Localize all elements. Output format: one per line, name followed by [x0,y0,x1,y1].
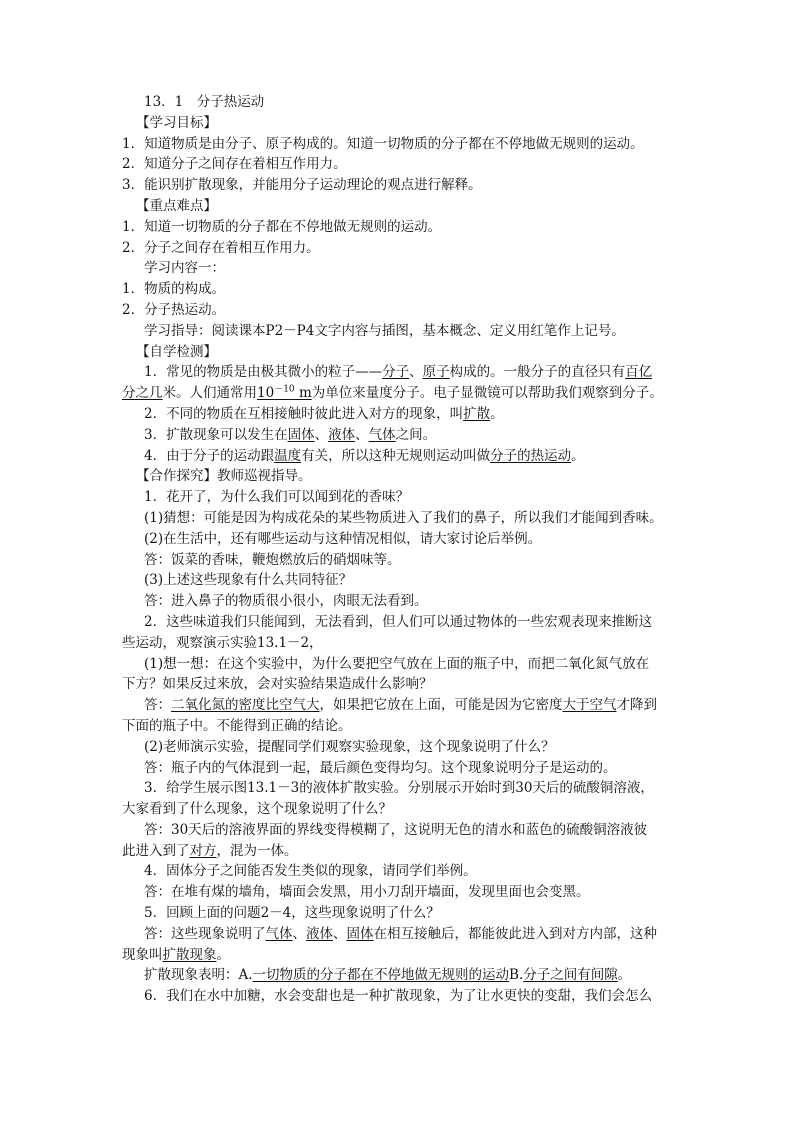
question-2: 2．不同的物质在互相接触时彼此进入对方的现象，叫扩散。 [144,405,504,422]
inquiry-2-line-1: 2．这些味道我们只能闻到，无法看到，但人们可以通过物体的一些宏观表现来推断这 [144,613,653,630]
goal-item: 2．知道分子之间存在着相互作用力。 [122,156,347,173]
inquiry-5-answer-line-1: 答：这些现象说明了气体、液体、固体在相互接触后，都能彼此进入到对方内部，这种 [144,925,657,942]
inquiry-3-line-1: 3．给学生展示图13.1－3的液体扩散实验。分别展示开始时到30天后的硫酸铜溶液， [144,780,654,797]
goal-item: 3．能识别扩散现象，并能用分子运动理论的观点进行解释。 [122,177,482,194]
document-page [122,92,682,1007]
answer-blank: 液体 [306,925,333,942]
inquiry-4-answer: 答：在堆有煤的墙角，墙面会发黑，用小刀刮开墙面，发现里面也会变黑。 [144,884,590,901]
answer-blank: 固体 [287,426,315,443]
inquiry-2-demo-answer: 答：瓶子内的气体混到一起，最后颜色变得均匀。这个现象说明分子是运动的。 [144,759,617,776]
content-heading: 学习内容一： [144,260,225,277]
cooperation-heading: 【合作探究】教师巡视指导。 [136,468,312,485]
inquiry-2-line-2: 些运动，观察演示实验13.1－2， [122,634,323,651]
inquiry-2-think-line-2: 下方？如果反过来放，会对实验结果造成什么影响？ [122,676,433,693]
inquiry-1: 1．花开了，为什么我们可以闻到花的香味？ [144,489,410,506]
diffusion-conclusion: 扩散现象表明：A.一切物质的分子都在不停地做无规则的运动B.分子之间有间隙。 [144,967,632,984]
inquiry-1-feature: (3)上述这些现象有什么共同特征？ [144,572,353,589]
goals-heading: 【学习目标】 [136,114,217,131]
content-item: 2．分子热运动。 [122,301,226,318]
inquiry-3-answer-line-1: 答：30天后的溶液界面的界线变得模糊了，这说明无色的清水和蓝色的硫酸铜溶液彼 [144,821,648,838]
inquiry-6: 6．我们在水中加糖，水会变甜也是一种扩散现象，为了让水更快的变甜，我们会怎么 [144,988,653,1005]
inquiry-2-demo: (2)老师演示实验，提醒同学们观察实验现象，这个现象说明了什么？ [144,738,555,755]
inquiry-5-answer-line-2: 现象叫扩散现象。 [122,946,230,963]
answer-blank: 扩散现象 [162,946,217,963]
key-points-heading: 【重点难点】 [136,197,217,214]
self-check-heading: 【自学检测】 [136,343,217,360]
inquiry-2-answer-line-1: 答：二氧化氮的密度比空气大，如果把它放在上面，可能是因为它密度大于空气才降到 [144,697,657,714]
answer-blank: 分子之间有间隙 [523,967,618,984]
answer-blank: 分子的热运动 [490,447,572,464]
answer-blank: $10^{-10}$ m [257,384,312,402]
inquiry-2-think-line-1: (1)想一想：在这个实验中，为什么要把空气放在上面的瓶子中，而把二氧化氮气放在 [144,655,650,672]
inquiry-2-answer-line-2: 下面的瓶子中。不能得到正确的结论。 [122,717,352,734]
answer-blank: 气体 [265,925,293,942]
answer-blank: 分之几 [122,385,163,402]
answer-blank: 百亿 [625,364,653,381]
inquiry-1-guess: (1)猜想：可能是因为构成花朵的某些物质进入了我们的鼻子，所以我们才能闻到香味。 [144,509,663,526]
answer-blank: 温度 [274,447,302,464]
inquiry-4: 4．固体分子之间能否发生类似的现象，请同学们举例。 [144,863,477,880]
key-item: 1．知道一切物质的分子都在不停地做无规则的运动。 [122,218,442,235]
question-1-line-2: 分之几米。人们通常用$10^{-10}$ m为单位来量度分子。电子显微镜可以帮助我们观察到分子。 [122,384,663,402]
goal-item: 1．知道物质是由分子、原子构成的。知道一切物质的分子都在不停地做无规则的运动。 [122,135,644,152]
answer-blank: 扩散 [463,405,491,422]
inquiry-5: 5．回顾上面的问题2－4，这些现象说明了什么？ [144,905,440,922]
lesson-title: 13．1 分子热运动 [144,94,265,110]
question-1-line-1: 1．常见的物质是由极其微小的粒子——分子、原子构成的。一般分子的直径只有百亿 [144,364,653,381]
answer-blank: 液体 [328,426,356,443]
key-item: 2．分子之间存在着相互作用力。 [122,239,320,256]
inquiry-1-answer: 答：饭菜的香味，鞭炮燃放后的硝烟味等。 [144,551,401,568]
study-guide: 学习指导：阅读课本P2－P4文字内容与插图，基本概念、定义用红笔作上记号。 [144,322,625,339]
answer-blank: 原子 [422,364,450,381]
answer-blank: 气体 [368,426,396,443]
answer-blank: 对方 [189,842,217,859]
inquiry-3-line-2: 大家看到了什么现象，这个现象说明了什么？ [122,801,392,818]
question-4: 4．由于分子的运动跟温度有关，所以这种无规则运动叫做分子的热运动。 [144,447,585,464]
inquiry-1-feature-answer: 答：进入鼻子的物质很小很小，肉眼无法看到。 [144,593,428,610]
content-item: 1．物质的构成。 [122,281,226,298]
answer-blank: 固体 [346,925,374,942]
answer-blank: 分子 [382,364,410,381]
answer-blank: 大于空气 [562,697,617,714]
answer-blank: 一切物质的分子都在不停地做无规则的运动 [252,967,510,984]
answer-blank: 二氧化氮的密度比空气大 [171,697,320,714]
inquiry-1-discuss: (2)在生活中，还有哪些运动与这种情况相似，请大家讨论后举例。 [144,530,542,547]
question-3: 3．扩散现象可以发生在固体、液体、气体之间。 [144,426,437,443]
inquiry-3-answer-line-2: 此进入到了对方，混为一体。 [122,842,298,859]
